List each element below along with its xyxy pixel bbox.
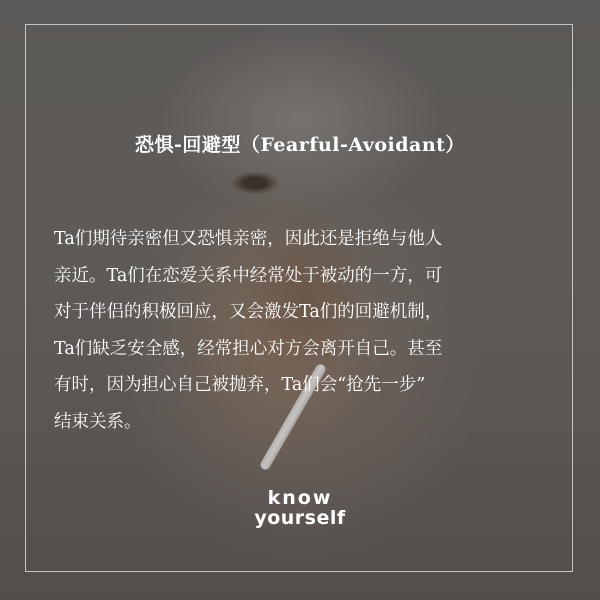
body-line-6: 结束关系。 bbox=[54, 411, 142, 432]
card-title: 恐惧-回避型（Fearful-Avoidant） bbox=[135, 134, 465, 156]
body-line-3: 对于伴侣的积极回应，又会激发Ta们的回避机制， bbox=[54, 302, 443, 322]
card-body-text bbox=[54, 221, 548, 440]
brand-logo-line1: know bbox=[267, 487, 333, 509]
brand-logo-line2: yourself bbox=[254, 507, 346, 529]
body-line-5: 有时，因为担心自己被抛弃，Ta们会“抢先一步” bbox=[54, 375, 426, 395]
body-line-2: 亲近。Ta们在恋爱关系中经常处于被动的一方，可 bbox=[54, 265, 443, 286]
body-line-1: Ta们期待亲密但又恐惧亲密，因此还是拒绝与他人 bbox=[54, 229, 443, 249]
brand-logo bbox=[0, 489, 600, 529]
body-line-4: Ta们缺乏安全感，经常担心对方会离开自己。甚至 bbox=[54, 338, 443, 359]
